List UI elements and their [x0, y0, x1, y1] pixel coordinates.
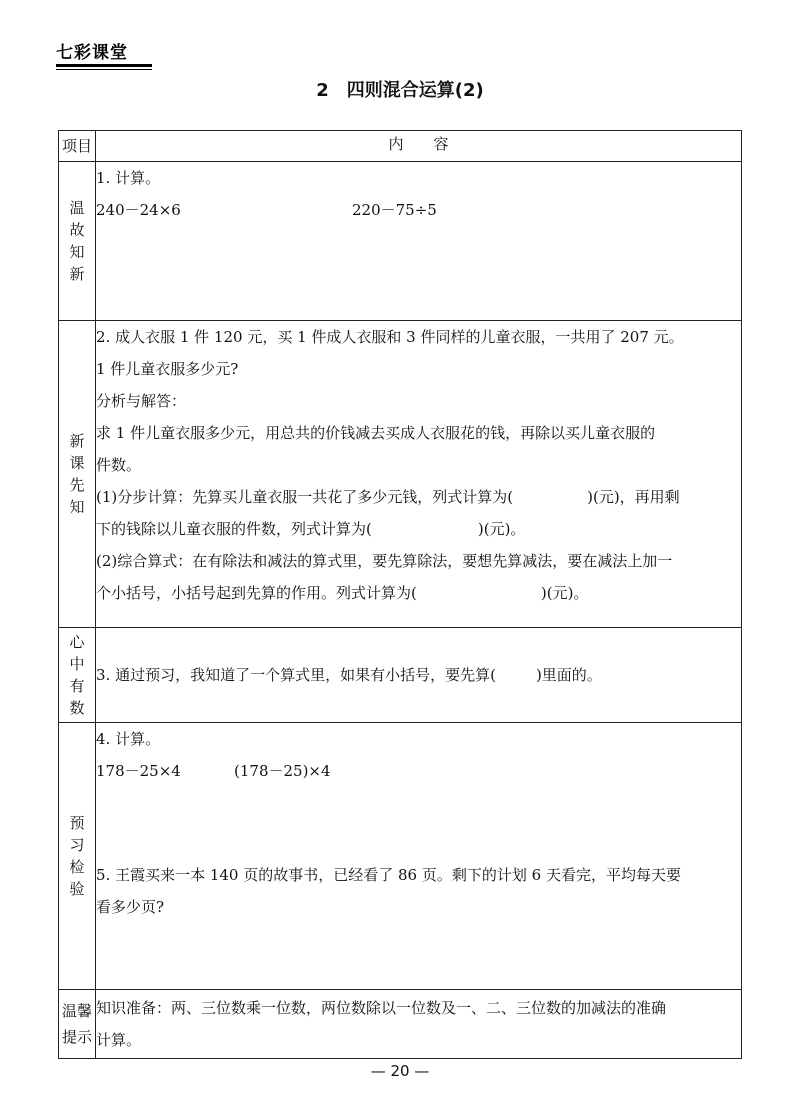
- label-char: 心: [69, 633, 85, 651]
- step-1-text-b: )(元)，再用剩: [587, 488, 680, 506]
- expression-b: 220－75÷5: [352, 201, 437, 219]
- label-char: 知: [69, 243, 85, 261]
- step-1-text-a: (1)分步计算：先算买儿童衣服一共花了多少元钱，列式计算为(: [96, 488, 514, 506]
- table-header-row: [59, 131, 742, 162]
- tip-line-2: 计算。: [96, 1031, 142, 1049]
- logo-underline-thin: [56, 69, 152, 70]
- row-content-review: [96, 162, 742, 321]
- tip-line-1: 知识准备：两、三位数乘一位数，两位数除以一位数及一、二、三位数的加减法的准确: [96, 999, 667, 1017]
- workspace-4: [96, 787, 741, 859]
- row-content-tips: [96, 990, 742, 1059]
- row-content-check: [96, 723, 742, 990]
- row-label-text: [68, 430, 86, 518]
- page-title: 2 四则混合运算(2): [316, 80, 484, 101]
- row-content-insight: [96, 628, 742, 723]
- step-2-line-1: (2)综合算式：在有除法和减法的算式里，要先算除法，要想先算减法，要在减法上加一: [96, 552, 673, 570]
- header-item: [59, 131, 96, 162]
- label-char: 课: [69, 454, 85, 472]
- row-label-text: [68, 197, 86, 285]
- analysis-heading: 分析与解答：: [96, 392, 187, 410]
- label-char: 先: [69, 476, 85, 494]
- row-label-tips: [59, 990, 96, 1059]
- question-3: [96, 659, 741, 691]
- question-2-line-1: 2. 成人衣服 1 件 120 元，买 1 件成人衣服和 3 件同样的儿童衣服，一共用了 207 元。: [96, 328, 684, 346]
- step-2-text-b: )(元)。: [540, 584, 589, 602]
- header-content: [96, 131, 742, 162]
- label-line: 提示: [61, 1028, 92, 1046]
- header-item-label: 项目: [61, 137, 92, 155]
- label-char: 有: [69, 677, 85, 695]
- label-char: 新: [69, 432, 85, 450]
- table-row-preview: [59, 321, 742, 628]
- row-label-preview: [59, 321, 96, 628]
- row-label-insight: [59, 628, 96, 723]
- question-2-line-2: 1 件儿童衣服多少元?: [96, 360, 239, 378]
- label-char: 预: [69, 814, 85, 832]
- label-line: 温馨: [61, 1002, 92, 1020]
- step-1-text-d: )(元)。: [477, 520, 526, 538]
- label-char: 验: [69, 880, 85, 898]
- row-label-text: [68, 812, 86, 900]
- label-char: 检: [69, 858, 85, 876]
- lesson-table: [58, 130, 742, 1059]
- question-5-line-2: 看多少页?: [96, 898, 165, 916]
- header-content-label: 内 容: [388, 135, 449, 153]
- table-row-tips: [59, 990, 742, 1059]
- row-label-check: [59, 723, 96, 990]
- step-2-text-a: 个小括号，小括号起到先算的作用。列式计算为(: [96, 584, 417, 602]
- expression-a: 240－24×6: [96, 201, 181, 219]
- label-char: 新: [69, 265, 85, 283]
- row-label-text: [68, 631, 86, 719]
- step-1-line-1: [96, 481, 741, 513]
- expressions-4: [96, 755, 741, 787]
- label-char: 故: [69, 221, 85, 239]
- page-number: — 20 —: [370, 1062, 430, 1080]
- label-char: 知: [69, 498, 85, 516]
- row-label-review: [59, 162, 96, 321]
- expression-c: 178－25×4: [96, 762, 181, 780]
- expression-d: (178－25)×4: [234, 762, 331, 780]
- table-row-insight: [59, 628, 742, 723]
- label-char: 习: [69, 836, 85, 854]
- question-5-line-1: 5. 王霞买来一本 140 页的故事书，已经看了 86 页。剩下的计划 6 天看完，平均每天要: [96, 866, 681, 884]
- row-content-preview: [96, 321, 742, 628]
- logo-underline: [56, 64, 152, 67]
- question-1: 1. 计算。: [96, 169, 161, 187]
- question-4: 4. 计算。: [96, 730, 161, 748]
- table-row-check: [59, 723, 742, 990]
- analysis-line-2: 件数。: [96, 456, 142, 474]
- row-label-text: [62, 998, 92, 1050]
- table-row-review: [59, 162, 742, 321]
- question-3-text-a: 3. 通过预习，我知道了一个算式里，如果有小括号，要先算(: [96, 666, 496, 684]
- brand-logo: [56, 38, 152, 72]
- step-1-line-2: [96, 513, 741, 545]
- label-char: 数: [69, 699, 85, 717]
- label-char: 温: [69, 199, 85, 217]
- logo-text: 七彩课堂: [56, 43, 128, 63]
- step-1-text-c: 下的钱除以儿童衣服的件数，列式计算为(: [96, 520, 372, 538]
- expressions-1: [96, 194, 741, 226]
- analysis-line-1: 求 1 件儿童衣服多少元，用总共的价钱减去买成人衣服花的钱，再除以买儿童衣服的: [96, 424, 656, 442]
- step-2-line-2: [96, 577, 741, 609]
- label-char: 中: [69, 655, 85, 673]
- question-3-text-b: )里面的。: [535, 666, 602, 684]
